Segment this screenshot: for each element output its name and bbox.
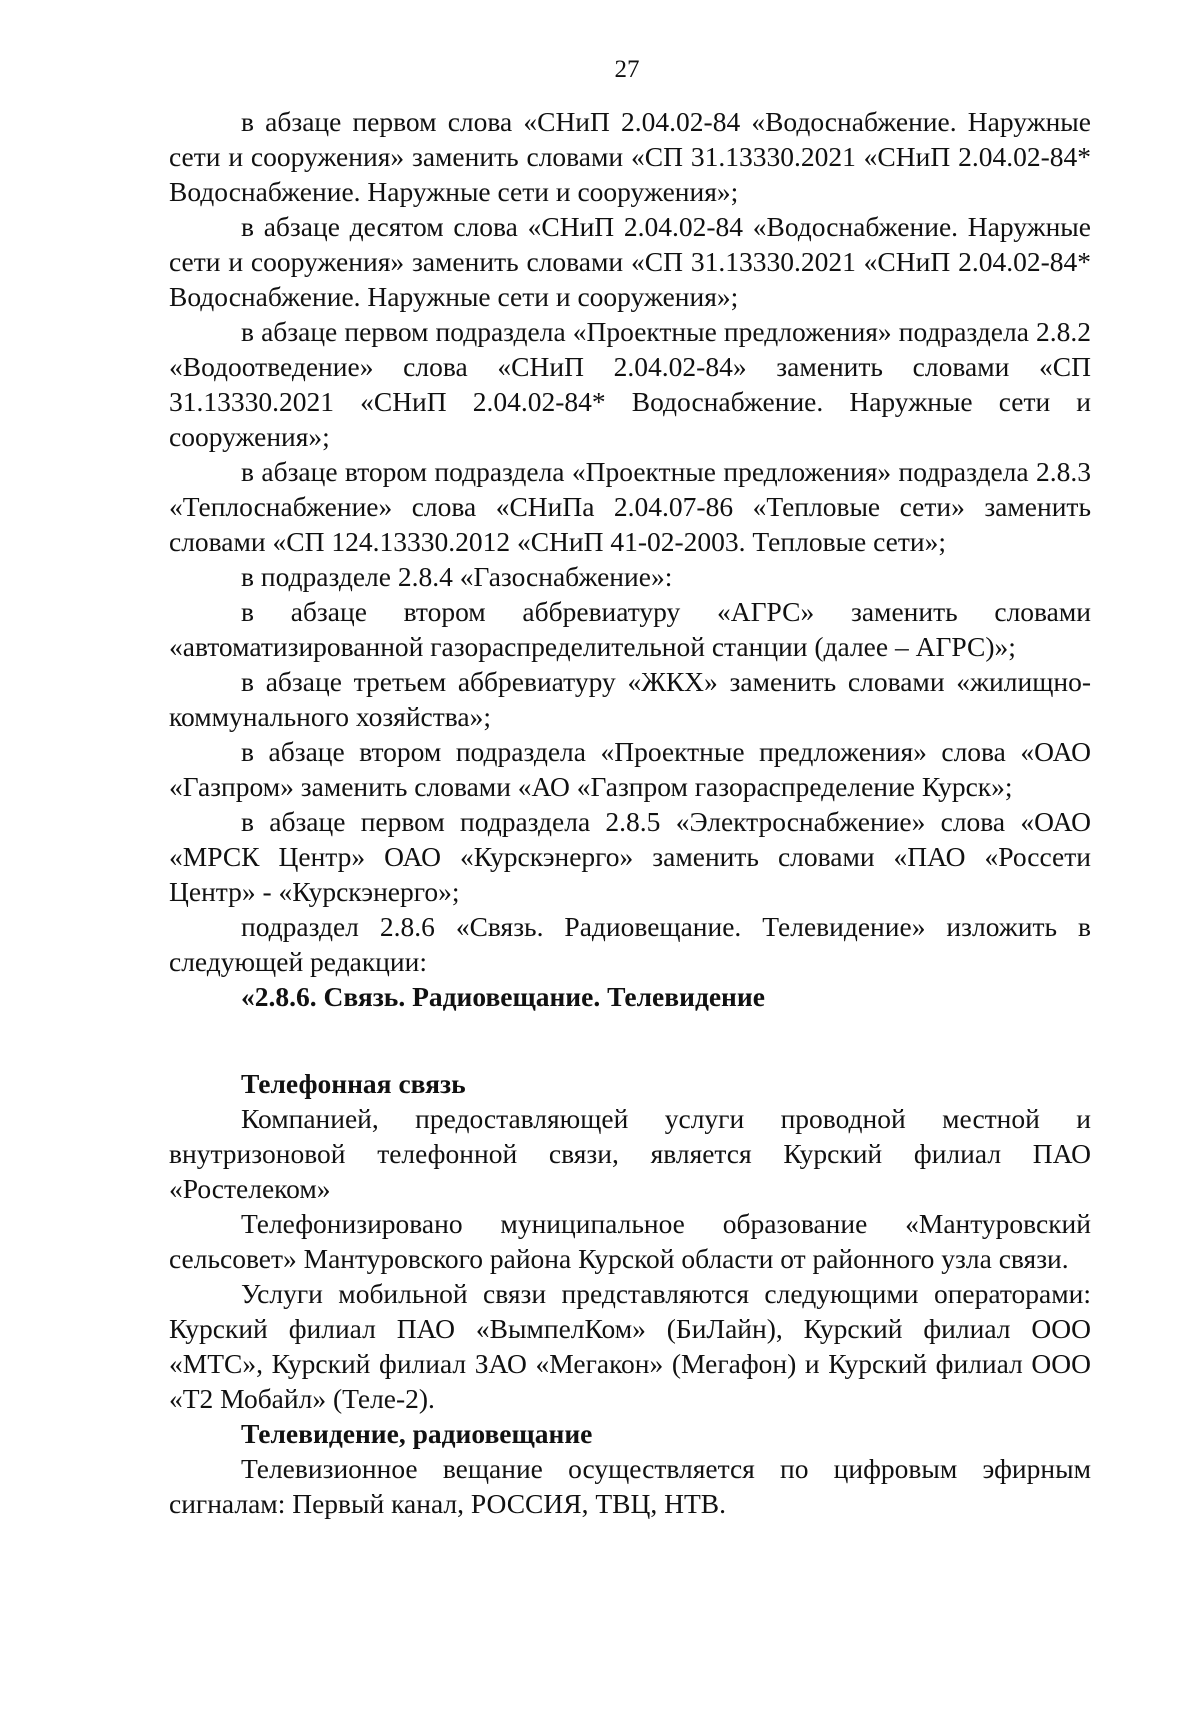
section-heading: «2.8.6. Связь. Радиовещание. Телевидение: [241, 981, 765, 1012]
subsection-heading: Телевидение, радиовещание: [241, 1418, 593, 1449]
paragraph: подраздел 2.8.6 «Связь. Радиовещание. Телевидение» изложить в следующей редакции:: [169, 911, 1091, 977]
paragraph: в абзаце втором подраздела «Проектные предложения» подраздела 2.8.3 «Теплоснабжение» слова «СНиПа 2.04.07-86 «Тепловые сети» заменить словами «СП 124.13330.2012 «СНиП 41-02-2003. Тепловые сети»;: [169, 456, 1091, 557]
paragraph: Компанией, предоставляющей услуги проводной местной и внутризоновой телефонной связи, является Курский филиал ПАО «Ростелеком»: [169, 1103, 1091, 1204]
page-number: 27: [614, 56, 640, 83]
paragraph: в абзаце десятом слова «СНиП 2.04.02-84 «Водоснабжение. Наружные сети и сооружения» заменить словами «СП 31.13330.2021 «СНиП 2.04.02-84* Водоснабжение. Наружные сети и сооружения»;: [169, 211, 1091, 312]
paragraph: Телефонизировано муниципальное образование «Мантуровский сельсовет» Мантуровского района Курской области от районного узла связи.: [169, 1208, 1091, 1274]
paragraph: в абзаце первом подраздела «Проектные предложения» подраздела 2.8.2 «Водоотведение» слова «СНиП 2.04.02-84» заменить словами «СП 31.13330.2021 «СНиП 2.04.02-84* Водоснабжение. Наружные сети и сооружения»;: [169, 316, 1091, 452]
paragraph: Телевизионное вещание осуществляется по цифровым эфирным сигналам: Первый канал, РОССИЯ, ТВЦ, НТВ.: [169, 1453, 1091, 1519]
paragraph: в абзаце первом подраздела 2.8.5 «Электроснабжение» слова «ОАО «МРСК Центр» ОАО «Курскэнерго» заменить словами «ПАО «Россети Центр» - «Курскэнерго»;: [169, 806, 1091, 907]
spacer: [169, 1014, 1091, 1066]
document-body: [169, 104, 1091, 1521]
subsection-heading: Телефонная связь: [241, 1068, 466, 1099]
paragraph: в абзаце третьем аббревиатуру «ЖКХ» заменить словами «жилищно-коммунального хозяйства»;: [169, 666, 1091, 732]
paragraph: в абзаце первом слова «СНиП 2.04.02-84 «Водоснабжение. Наружные сети и сооружения» заменить словами «СП 31.13330.2021 «СНиП 2.04.02-84* Водоснабжение. Наружные сети и сооружения»;: [169, 106, 1091, 207]
paragraph: в подразделе 2.8.4 «Газоснабжение»:: [241, 561, 673, 592]
paragraph: в абзаце втором подраздела «Проектные предложения» слова «ОАО «Газпром» заменить словами «АО «Газпром газораспределение Курск»;: [169, 736, 1091, 802]
paragraph: в абзаце втором аббревиатуру «АГРС» заменить словами «автоматизированной газораспределительной станции (далее – АГРС)»;: [169, 596, 1091, 662]
paragraph: Услуги мобильной связи представляются следующими операторами: Курский филиал ПАО «ВымпелКом» (БиЛайн), Курский филиал ООО «МТС», Курский филиал ЗАО «Мегакон» (Мегафон) и Курский филиал ООО «Т2 Мобайл» (Теле-2).: [169, 1278, 1091, 1414]
